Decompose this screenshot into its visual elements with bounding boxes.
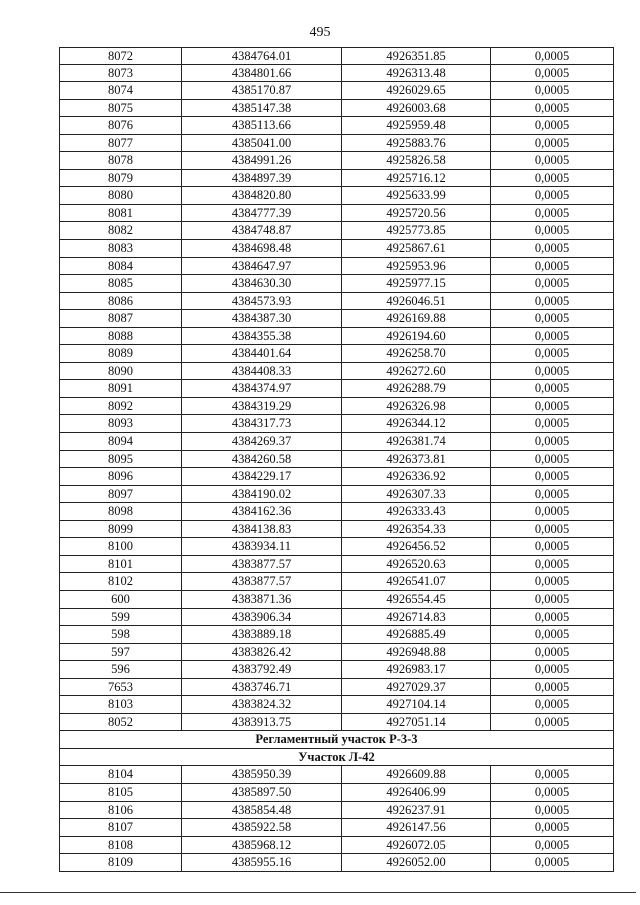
x-coordinate: 4384387.30: [182, 310, 342, 327]
table-row: [60, 609, 613, 627]
x-coordinate: 4385113.66: [182, 117, 342, 134]
point-number: 8075: [60, 100, 182, 117]
table-row: [60, 468, 613, 486]
table-row: [60, 644, 613, 662]
x-coordinate: 4385968.12: [182, 837, 342, 854]
y-coordinate: 4926194.60: [342, 328, 491, 345]
page-bottom-rule: [0, 892, 636, 893]
x-coordinate: 4384190.02: [182, 486, 342, 503]
table-row: [60, 837, 613, 855]
accuracy-value: 0,0005: [534, 767, 570, 782]
accuracy-value: 0,0005: [534, 434, 570, 449]
accuracy-value: 0,0005: [534, 714, 570, 729]
x-coordinate: 4385950.39: [182, 766, 342, 783]
table-row: [60, 310, 613, 328]
coordinates-table: [59, 47, 614, 872]
table-row: [60, 802, 613, 820]
point-number: 8103: [60, 696, 182, 713]
x-coordinate: 4383913.75: [182, 714, 342, 731]
x-coordinate: 4384162.36: [182, 503, 342, 520]
point-number: 8105: [60, 784, 182, 801]
y-coordinate: 4925826.58: [342, 152, 491, 169]
accuracy-value: 0,0005: [534, 83, 570, 98]
accuracy-value: 0,0005: [534, 855, 570, 870]
table-row: [60, 205, 613, 223]
table-row: [60, 65, 613, 83]
table-row: [60, 854, 613, 872]
x-coordinate: 4384355.38: [182, 328, 342, 345]
point-number: 8052: [60, 714, 182, 731]
accuracy-value: 0,0005: [534, 574, 570, 589]
x-coordinate: 4383826.42: [182, 644, 342, 661]
table-row: [60, 380, 613, 398]
accuracy-value: 0,0005: [534, 118, 570, 133]
x-coordinate: 4385147.38: [182, 100, 342, 117]
x-coordinate: 4384260.58: [182, 451, 342, 468]
y-coordinate: 4926072.05: [342, 837, 491, 854]
x-coordinate: 4383877.57: [182, 556, 342, 573]
table-row: [60, 766, 613, 784]
table-row: [60, 117, 613, 135]
point-number: 8073: [60, 65, 182, 82]
x-coordinate: 4384269.37: [182, 433, 342, 450]
accuracy-value: 0,0005: [534, 276, 570, 291]
y-coordinate: 4926344.12: [342, 415, 491, 432]
y-coordinate: 4926052.00: [342, 854, 491, 871]
point-number: 8104: [60, 766, 182, 783]
point-number: 600: [60, 591, 182, 608]
table-row: [60, 591, 613, 609]
y-coordinate: 4925959.48: [342, 117, 491, 134]
point-number: 8092: [60, 398, 182, 415]
y-coordinate: 4926520.63: [342, 556, 491, 573]
point-number: 8076: [60, 117, 182, 134]
y-coordinate: 4927051.14: [342, 714, 491, 731]
point-number: 8088: [60, 328, 182, 345]
accuracy-value: 0,0005: [534, 644, 570, 659]
table-row: [60, 521, 613, 539]
accuracy-value: 0,0005: [534, 311, 570, 326]
point-number: 8085: [60, 275, 182, 292]
y-coordinate: 4926351.85: [342, 48, 491, 64]
y-coordinate: 4926885.49: [342, 626, 491, 643]
x-coordinate: 4384777.39: [182, 205, 342, 222]
accuracy-value: 0,0005: [534, 153, 570, 168]
point-number: 8097: [60, 486, 182, 503]
y-coordinate: 4925716.12: [342, 170, 491, 187]
point-number: 8077: [60, 135, 182, 152]
table-row: [60, 503, 613, 521]
x-coordinate: 4384991.26: [182, 152, 342, 169]
x-coordinate: 4384408.33: [182, 363, 342, 380]
table-row: [60, 328, 613, 346]
x-coordinate: 4384229.17: [182, 468, 342, 485]
y-coordinate: 4926326.98: [342, 398, 491, 415]
point-number: 8101: [60, 556, 182, 573]
x-coordinate: 4384764.01: [182, 48, 342, 64]
x-coordinate: 4383906.34: [182, 609, 342, 626]
table-row: [60, 345, 613, 363]
table-row: [60, 47, 613, 65]
y-coordinate: 4925977.15: [342, 275, 491, 292]
x-coordinate: 4383792.49: [182, 661, 342, 678]
point-number: 8094: [60, 433, 182, 450]
accuracy-value: 0,0005: [534, 451, 570, 466]
point-number: 598: [60, 626, 182, 643]
table-row: [60, 258, 613, 276]
y-coordinate: 4926237.91: [342, 802, 491, 819]
point-number: 8100: [60, 538, 182, 555]
y-coordinate: 4926554.45: [342, 591, 491, 608]
point-number: 7653: [60, 679, 182, 696]
accuracy-value: 0,0005: [534, 802, 570, 817]
point-number: 8082: [60, 222, 182, 239]
y-coordinate: 4925867.61: [342, 240, 491, 257]
accuracy-value: 0,0005: [534, 591, 570, 606]
accuracy-value: 0,0005: [534, 486, 570, 501]
point-number: 8098: [60, 503, 182, 520]
table-row: [60, 100, 613, 118]
point-number: 8102: [60, 573, 182, 590]
y-coordinate: 4926609.88: [342, 766, 491, 783]
section-title: Регламентный участок Р-3-3: [60, 731, 613, 749]
x-coordinate: 4385897.50: [182, 784, 342, 801]
y-coordinate: 4926373.81: [342, 451, 491, 468]
table-row: [60, 696, 613, 714]
x-coordinate: 4384897.39: [182, 170, 342, 187]
table-row: [60, 573, 613, 591]
accuracy-value: 0,0005: [534, 241, 570, 256]
table-row: [60, 363, 613, 381]
accuracy-value: 0,0005: [534, 504, 570, 519]
point-number: 8107: [60, 819, 182, 836]
y-coordinate: 4925720.56: [342, 205, 491, 222]
accuracy-value: 0,0005: [534, 65, 570, 80]
y-coordinate: 4926307.33: [342, 486, 491, 503]
table-row: [60, 415, 613, 433]
y-coordinate: 4926541.07: [342, 573, 491, 590]
y-coordinate: 4926288.79: [342, 380, 491, 397]
y-coordinate: 4926354.33: [342, 521, 491, 538]
x-coordinate: 4385955.16: [182, 854, 342, 871]
table-row: [60, 82, 613, 100]
accuracy-value: 0,0005: [534, 820, 570, 835]
point-number: 8080: [60, 187, 182, 204]
y-coordinate: 4926714.83: [342, 609, 491, 626]
accuracy-value: 0,0005: [534, 784, 570, 799]
accuracy-value: 0,0005: [534, 609, 570, 624]
y-coordinate: 4926147.56: [342, 819, 491, 836]
x-coordinate: 4384698.48: [182, 240, 342, 257]
y-coordinate: 4925633.99: [342, 187, 491, 204]
accuracy-value: 0,0005: [534, 697, 570, 712]
table-row: [60, 538, 613, 556]
x-coordinate: 4383877.57: [182, 573, 342, 590]
point-number: 8095: [60, 451, 182, 468]
y-coordinate: 4926983.17: [342, 661, 491, 678]
table-row: [60, 398, 613, 416]
x-coordinate: 4384319.29: [182, 398, 342, 415]
table-row: [60, 293, 613, 311]
point-number: 8072: [60, 48, 182, 64]
x-coordinate: 4384401.64: [182, 345, 342, 362]
table-row: [60, 784, 613, 802]
table-row: [60, 275, 613, 293]
point-number: 8087: [60, 310, 182, 327]
y-coordinate: 4925953.96: [342, 258, 491, 275]
point-number: 8079: [60, 170, 182, 187]
y-coordinate: 4926406.99: [342, 784, 491, 801]
table-group-a: [60, 47, 613, 731]
point-number: 8083: [60, 240, 182, 257]
x-coordinate: 4383824.32: [182, 696, 342, 713]
table-row: [60, 152, 613, 170]
point-number: 8108: [60, 837, 182, 854]
accuracy-value: 0,0005: [534, 49, 570, 63]
y-coordinate: 4926258.70: [342, 345, 491, 362]
y-coordinate: 4926272.60: [342, 363, 491, 380]
point-number: 8106: [60, 802, 182, 819]
point-number: 8074: [60, 82, 182, 99]
x-coordinate: 4383934.11: [182, 538, 342, 555]
point-number: 8099: [60, 521, 182, 538]
table-row: [60, 222, 613, 240]
accuracy-value: 0,0005: [534, 416, 570, 431]
accuracy-value: 0,0005: [534, 556, 570, 571]
x-coordinate: 4384647.97: [182, 258, 342, 275]
point-number: 8084: [60, 258, 182, 275]
table-row: [60, 714, 613, 732]
y-coordinate: 4926333.43: [342, 503, 491, 520]
y-coordinate: 4926456.52: [342, 538, 491, 555]
table-row: [60, 556, 613, 574]
point-number: 8096: [60, 468, 182, 485]
y-coordinate: 4927104.14: [342, 696, 491, 713]
x-coordinate: 4384374.97: [182, 380, 342, 397]
table-row: [60, 433, 613, 451]
x-coordinate: 4384748.87: [182, 222, 342, 239]
table-row: [60, 679, 613, 697]
point-number: 8086: [60, 293, 182, 310]
y-coordinate: 4927029.37: [342, 679, 491, 696]
x-coordinate: 4383871.36: [182, 591, 342, 608]
x-coordinate: 4385170.87: [182, 82, 342, 99]
point-number: 8093: [60, 415, 182, 432]
x-coordinate: 4384801.66: [182, 65, 342, 82]
point-number: 599: [60, 609, 182, 626]
y-coordinate: 4926169.88: [342, 310, 491, 327]
accuracy-value: 0,0005: [534, 679, 570, 694]
x-coordinate: 4385854.48: [182, 802, 342, 819]
table-row: [60, 187, 613, 205]
y-coordinate: 4926046.51: [342, 293, 491, 310]
point-number: 8078: [60, 152, 182, 169]
y-coordinate: 4925773.85: [342, 222, 491, 239]
point-number: 597: [60, 644, 182, 661]
x-coordinate: 4383746.71: [182, 679, 342, 696]
table-row: [60, 170, 613, 188]
accuracy-value: 0,0005: [534, 188, 570, 203]
y-coordinate: 4926336.92: [342, 468, 491, 485]
accuracy-value: 0,0005: [534, 170, 570, 185]
y-coordinate: 4926003.68: [342, 100, 491, 117]
point-number: 8081: [60, 205, 182, 222]
accuracy-value: 0,0005: [534, 837, 570, 852]
accuracy-value: 0,0005: [534, 258, 570, 273]
y-coordinate: 4926948.88: [342, 644, 491, 661]
table-row: [60, 451, 613, 469]
table-row: [60, 135, 613, 153]
page-number: 495: [309, 25, 331, 40]
accuracy-value: 0,0005: [534, 135, 570, 150]
point-number: 596: [60, 661, 182, 678]
table-row: [60, 240, 613, 258]
y-coordinate: 4926381.74: [342, 433, 491, 450]
x-coordinate: 4384820.80: [182, 187, 342, 204]
accuracy-value: 0,0005: [534, 469, 570, 484]
subsection-title: Участок Л-42: [60, 749, 613, 767]
y-coordinate: 4926029.65: [342, 82, 491, 99]
accuracy-value: 0,0005: [534, 223, 570, 238]
y-coordinate: 4926313.48: [342, 65, 491, 82]
table-row: [60, 819, 613, 837]
accuracy-value: 0,0005: [534, 100, 570, 115]
point-number: 8091: [60, 380, 182, 397]
accuracy-value: 0,0005: [534, 293, 570, 308]
accuracy-value: 0,0005: [534, 662, 570, 677]
accuracy-value: 0,0005: [534, 363, 570, 378]
accuracy-value: 0,0005: [534, 205, 570, 220]
table-row: [60, 661, 613, 679]
point-number: 8109: [60, 854, 182, 871]
table-group-b: [60, 766, 613, 871]
y-coordinate: 4925883.76: [342, 135, 491, 152]
x-coordinate: 4384317.73: [182, 415, 342, 432]
table-row: [60, 626, 613, 644]
x-coordinate: 4385922.58: [182, 819, 342, 836]
accuracy-value: 0,0005: [534, 328, 570, 343]
table-row: [60, 486, 613, 504]
accuracy-value: 0,0005: [534, 539, 570, 554]
point-number: 8090: [60, 363, 182, 380]
x-coordinate: 4384630.30: [182, 275, 342, 292]
x-coordinate: 4384573.93: [182, 293, 342, 310]
x-coordinate: 4383889.18: [182, 626, 342, 643]
accuracy-value: 0,0005: [534, 381, 570, 396]
x-coordinate: 4385041.00: [182, 135, 342, 152]
x-coordinate: 4384138.83: [182, 521, 342, 538]
accuracy-value: 0,0005: [534, 398, 570, 413]
accuracy-value: 0,0005: [534, 627, 570, 642]
accuracy-value: 0,0005: [534, 346, 570, 361]
accuracy-value: 0,0005: [534, 521, 570, 536]
point-number: 8089: [60, 345, 182, 362]
